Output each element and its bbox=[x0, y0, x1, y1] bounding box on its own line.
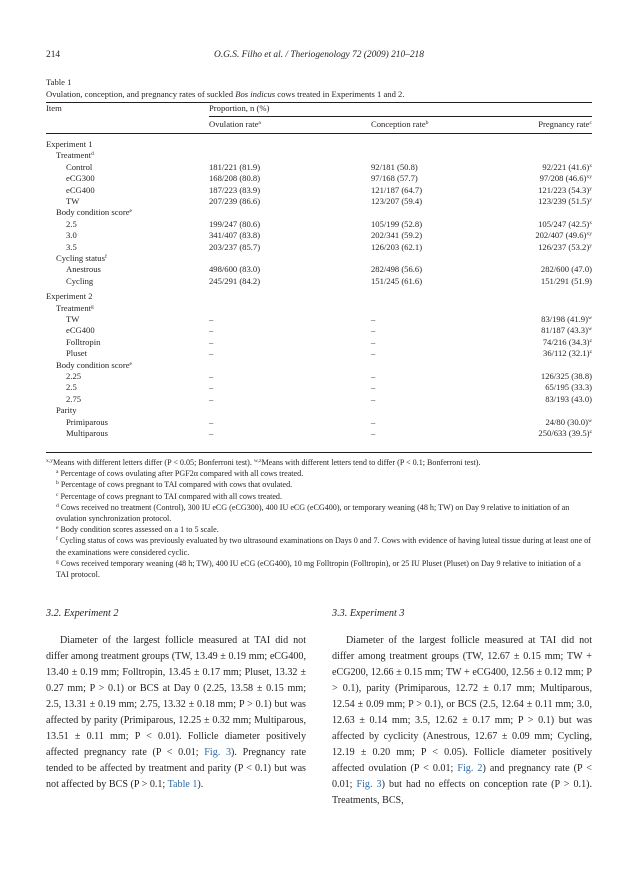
table-row bbox=[46, 242, 592, 253]
cell-ovulation: 498/600 (83.0) bbox=[209, 264, 261, 275]
exp2-bcs-label: 2.75 bbox=[66, 393, 82, 404]
cell-conception: – bbox=[371, 314, 376, 324]
cell-pregnancy: 126/237 $(53.2)^y$ bbox=[538, 241, 592, 252]
exp1-bcs-label: 3.5 bbox=[66, 241, 77, 252]
exp2-parity-label: Multiparous bbox=[66, 428, 109, 438]
cell-pregnancy: 65/195 (33.3) bbox=[545, 382, 592, 393]
cell-conception: 92/181 (50.8) bbox=[371, 161, 418, 172]
cell-conception: – bbox=[371, 393, 376, 404]
exp1-bcs-heading-label: Body condition score$^e$ bbox=[56, 207, 132, 218]
exp1-treatment-label: eCG300 bbox=[66, 173, 95, 184]
cell-ovulation: 187/223 (83.9) bbox=[209, 184, 261, 195]
exp2-treatment-heading bbox=[46, 303, 592, 314]
exp2-bcs-heading-label: Body condition score$^e$ bbox=[56, 359, 132, 370]
experiment-1-heading-label: Experiment 1 bbox=[46, 139, 93, 149]
cell-conception: – bbox=[371, 348, 376, 359]
cell-ovulation: 341/407 (83.8) bbox=[209, 230, 261, 241]
table-header-row-1 bbox=[46, 103, 592, 114]
footnote-c: $^c$ Percentage of cows pregnant to TAI compared with all cows treated. bbox=[56, 491, 282, 501]
cell-ovulation: – bbox=[209, 336, 214, 347]
exp1-treatment-label: eCG400 bbox=[66, 184, 95, 195]
cell-ovulation: – bbox=[209, 325, 214, 336]
section-heading-experiment-2: 3.2. Experiment 2 bbox=[46, 608, 119, 619]
cell-conception: 123/207 (59.4) bbox=[371, 196, 423, 206]
cell-ovulation: – bbox=[209, 382, 214, 393]
exp1-bcs-label: 3.0 bbox=[66, 230, 77, 241]
exp1-cycling-heading bbox=[46, 253, 592, 264]
cell-conception: 151/245 (61.6) bbox=[371, 275, 423, 286]
cell-pregnancy: 126/325 (38.8) bbox=[540, 371, 592, 381]
footnote-a: $^a$ Percentage of cows ovulating after PGF2α compared with all cows treated. bbox=[56, 469, 304, 479]
col-item-header: Item bbox=[46, 103, 62, 113]
exp2-treatment-label: TW bbox=[66, 314, 80, 324]
cell-pregnancy: 123/239 $(51.5)^y$ bbox=[538, 196, 592, 206]
cell-pregnancy: 97/208 $(46.6)^{xy}$ bbox=[539, 173, 592, 184]
col-ovulation-header: Ovulation rate$^a$ bbox=[209, 119, 261, 129]
exp1-cycling-heading-label: Cycling status$^f$ bbox=[56, 253, 107, 263]
table-row bbox=[46, 417, 592, 428]
link-fig3[interactable]: Fig. 3 bbox=[204, 747, 232, 758]
cell-conception: 126/203 (62.1) bbox=[371, 241, 423, 252]
table-row bbox=[46, 337, 592, 348]
col-pregnancy-header: Pregnancy rate$^c$ bbox=[538, 119, 592, 129]
footnote-g: $^g$ Cows received temporary weaning (48 h; TW), 400 IU eCG (eCG400), 10 mg Folltropin (Folltropin), or 25 IU Pluset (Pluset) on Day 9 relative to initiation of a TAI protocol. bbox=[56, 558, 581, 580]
table-footnotes bbox=[46, 457, 592, 580]
cell-ovulation: 168/208 (80.8) bbox=[209, 173, 261, 184]
cell-conception: 282/498 (56.6) bbox=[371, 264, 423, 275]
table-row bbox=[46, 219, 592, 230]
table-row bbox=[46, 196, 592, 207]
page-number: 214 bbox=[46, 50, 61, 60]
table-row bbox=[46, 264, 592, 275]
cell-ovulation: – bbox=[209, 428, 214, 438]
experiment-1-heading bbox=[46, 139, 592, 150]
cell-conception: 121/187 (64.7) bbox=[371, 184, 423, 195]
cell-conception: – bbox=[371, 336, 376, 347]
table-row bbox=[46, 371, 592, 382]
cell-pregnancy: 121/223 $(54.3)^y$ bbox=[538, 184, 592, 195]
exp2-parity-label: Primiparous bbox=[66, 416, 109, 427]
table-row bbox=[46, 162, 592, 173]
cell-pregnancy: 74/216 $(34.3)^z$ bbox=[542, 336, 592, 347]
cell-pregnancy: 83/193 (43.0) bbox=[545, 393, 592, 404]
table-row bbox=[46, 185, 592, 196]
cell-conception: – bbox=[371, 416, 376, 427]
cell-pregnancy: 81/187 $(43.3)^w$ bbox=[541, 325, 592, 336]
cell-pregnancy: 202/407 $(49.6)^{xy}$ bbox=[535, 230, 592, 241]
exp1-treatment-label: Control bbox=[66, 161, 93, 172]
footnote-d: $^d$ Cows received no treatment (Control), 300 IU eCG (eCG300), 400 IU eCG (eCG400), or temporary weaning (48 h; TW) on Day 9 relative to initiation of an ovulation synchronization protocol. bbox=[56, 502, 570, 524]
table-row bbox=[46, 348, 592, 359]
exp2-treatment-label: Folltropin bbox=[66, 336, 101, 347]
cell-pregnancy: 24/80 $(30.0)^w$ bbox=[545, 416, 592, 427]
exp2-parity-heading bbox=[46, 405, 592, 416]
cell-ovulation: – bbox=[209, 314, 214, 324]
cell-pregnancy: 282/600 (47.0) bbox=[540, 264, 592, 275]
cell-conception: 97/168 (57.7) bbox=[371, 173, 418, 184]
exp1-treatment-label: TW bbox=[66, 196, 80, 206]
cell-pregnancy: 92/221 $(41.6)^x$ bbox=[542, 161, 592, 172]
exp1-treatment-heading bbox=[46, 150, 592, 161]
cell-pregnancy: 151/291 (51.9) bbox=[540, 275, 592, 286]
cell-conception: – bbox=[371, 428, 376, 438]
cell-conception: – bbox=[371, 325, 376, 336]
table-row bbox=[46, 276, 592, 287]
cell-pregnancy: 105/247 $(42.5)^x$ bbox=[538, 218, 592, 229]
cell-ovulation: 207/239 (86.6) bbox=[209, 196, 261, 206]
table-row bbox=[46, 230, 592, 241]
experiment-2-heading bbox=[46, 291, 592, 302]
cell-conception: – bbox=[371, 382, 376, 393]
cell-ovulation: – bbox=[209, 371, 214, 381]
cell-ovulation: 199/247 (80.6) bbox=[209, 218, 261, 229]
table-header-rule bbox=[46, 133, 592, 134]
cell-conception: 202/341 (59.2) bbox=[371, 230, 423, 241]
running-header bbox=[46, 50, 592, 64]
link-fig3-right[interactable]: Fig. 3 bbox=[356, 779, 382, 790]
exp1-treatment-heading-label: Treatment$^d$ bbox=[56, 150, 94, 161]
exp2-parity-heading-label: Parity bbox=[56, 405, 77, 416]
exp2-bcs-label: 2.25 bbox=[66, 371, 82, 381]
exp1-cycling-label: Cycling bbox=[66, 275, 94, 286]
table-group-rule bbox=[209, 116, 592, 117]
exp1-bcs-heading bbox=[46, 207, 592, 218]
table-row bbox=[46, 173, 592, 184]
cell-ovulation: 245/291 (84.2) bbox=[209, 275, 261, 286]
cell-pregnancy: 83/198 $(41.9)^w$ bbox=[541, 314, 592, 324]
link-table1[interactable]: Table 1 bbox=[167, 779, 198, 790]
table-label: Table 1 bbox=[46, 77, 72, 87]
table-header-row-2 bbox=[46, 119, 592, 130]
footnote-f: $^f$ Cycling status of cows was previously evaluated by two ultrasound examinations on Days 0 and 7. Cows with evidence of having luteal tissue during at least one of the examinations were considered cyclic. bbox=[56, 536, 591, 557]
cell-conception: 105/199 (52.8) bbox=[371, 218, 423, 229]
table-row bbox=[46, 325, 592, 336]
section-body-experiment-2: Diameter of the largest follicle measured at TAI did not differ among treatment groups (TW, 13.49 ± 0.19 mm; eCG400, 13.40 ± 0.19 mm; Folltropin, 13.45 ± 0.17 mm; Pluset, 13.32 ± 0.27 mm; P > 0.1) or BCS at Day 0 (2.25, 13.58 ± 0.15 mm; 2.5, 13.31 ± 0.19 mm; 2.75, 13.32 ± 0.18 mm; P > 0.1) but was affected by parity (Primiparous, 12.25 ± 0.32 mm; Multiparous, 13.51 ± 0.11 mm; P < 0.01). Follicle diameter positively affected pregnancy rate (P < 0.01; Fig. 3). Pregnancy rate tended to be affected by treatment and parity (P < 0.1) but was not affected by BCS (P > 0.1; Table 1). bbox=[46, 635, 306, 790]
cell-ovulation: 203/237 (85.7) bbox=[209, 241, 261, 252]
table-row bbox=[46, 428, 592, 439]
cell-ovulation: – bbox=[209, 393, 214, 404]
table-bottom-rule bbox=[46, 452, 592, 453]
table-row bbox=[46, 314, 592, 325]
cell-conception: – bbox=[371, 371, 376, 381]
cell-ovulation: – bbox=[209, 416, 214, 427]
exp1-bcs-label: 2.5 bbox=[66, 218, 77, 229]
table-caption bbox=[46, 77, 592, 100]
cell-pregnancy: 36/112 $(32.1)^z$ bbox=[543, 348, 592, 359]
col-conception-header: Conception rate$^b$ bbox=[371, 119, 429, 129]
exp2-bcs-heading bbox=[46, 360, 592, 371]
table-row bbox=[46, 382, 592, 393]
cell-pregnancy: 250/633 $(39.5)^z$ bbox=[538, 428, 592, 438]
table-title: Ovulation, conception, and pregnancy rates of suckled Bos indicus cows treated in Experiments 1 and 2. bbox=[46, 88, 405, 99]
exp1-cycling-label: Anestrous bbox=[66, 264, 101, 275]
footnote-e: $^e$ Body condition scores assessed on a 1 to 5 scale. bbox=[56, 525, 219, 535]
footnote-b: $^b$ Percentage of cows pregnant to TAI compared with cows that ovulated. bbox=[56, 480, 293, 490]
cell-ovulation: – bbox=[209, 348, 214, 359]
journal-citation: O.G.S. Filho et al. / Theriogenology 72 (2009) 210–218 bbox=[214, 50, 424, 60]
exp2-treatment-heading-label: Treatment$^g$ bbox=[56, 302, 94, 313]
section-body-experiment-3: Diameter of the largest follicle measured at TAI did not differ among treatment groups (TW, 12.67 ± 0.15 mm; TW + eCG200, 12.66 ± 0.15 mm; TW + eCG400, 12.56 ± 0.12 mm; P > 0.1), parity (Primiparous, 12.72 ± 0.17 mm; Multiparous, 12.54 ± 0.09 mm; P > 0.1), or BCS (2.5, 12.64 ± 0.11 mm; 3.0, 12.63 ± 0.14 mm; 3.5, 12.62 ± 0.17 mm; P > 0.1) but was affected by cyclicity (Anestrous, 12.67 ± 0.09 mm; Cycling, 12.19 ± 0.20 mm; P < 0.05). Follicle diameter positively affected ovulation (P < 0.01; Fig. 2) and pregnancy rate (P < 0.01; Fig. 3) but had no effects on conception rate (P > 0.1). Treatments, BCS, bbox=[332, 635, 593, 806]
cell-ovulation: 181/221 (81.9) bbox=[209, 161, 261, 172]
exp2-treatment-label: Pluset bbox=[66, 348, 88, 359]
section-heading-experiment-3: 3.3. Experiment 3 bbox=[332, 608, 405, 619]
exp2-treatment-label: eCG400 bbox=[66, 325, 95, 336]
col-group-header: Proportion, n (%) bbox=[209, 103, 270, 113]
experiment-2-heading-label: Experiment 2 bbox=[46, 291, 93, 302]
footnote-significance: $^{x,y}$Means with different letters differ (P < 0.05; Bonferroni test). $^{w,z}$Means with different letters tend to differ (P < 0.1; Bonferroni test). bbox=[46, 457, 481, 467]
link-fig2[interactable]: Fig. 2 bbox=[457, 763, 483, 774]
exp2-bcs-label: 2.5 bbox=[66, 382, 77, 393]
table-row bbox=[46, 394, 592, 405]
